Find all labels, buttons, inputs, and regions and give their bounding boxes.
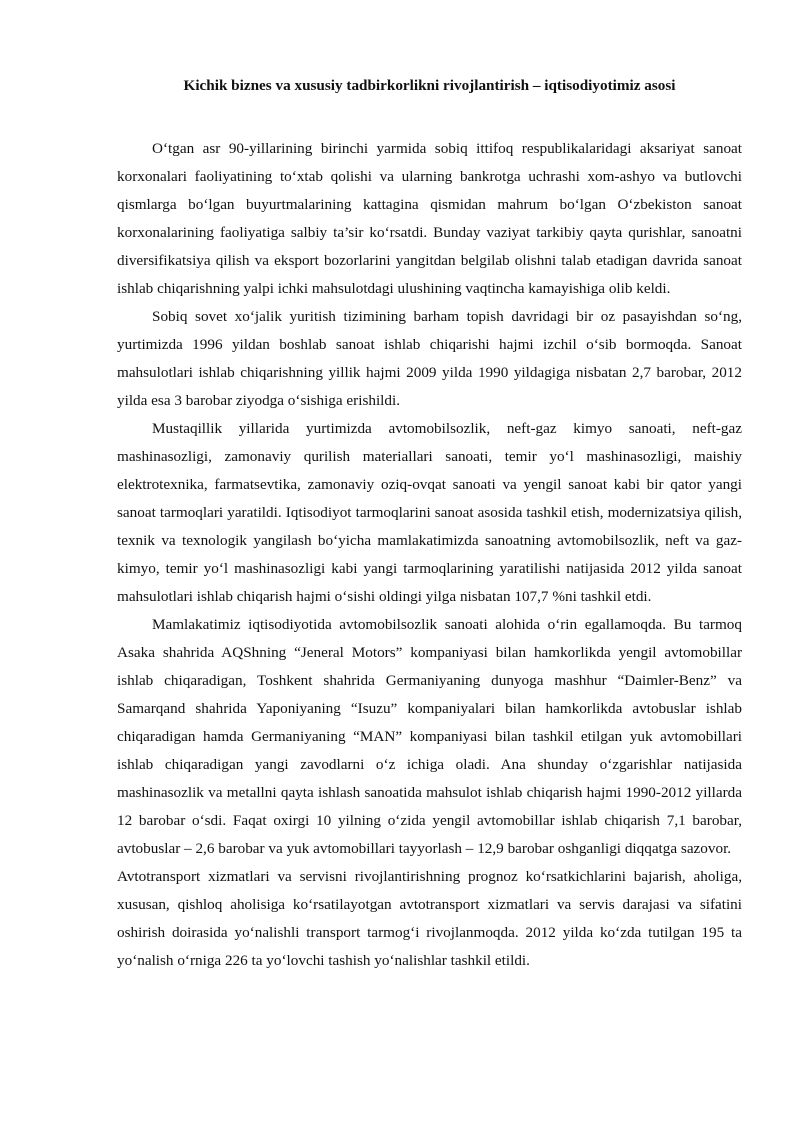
paragraph-3: Mustaqillik yillarida yurtimizda avtomobilsozlik, neft-gaz kimyo sanoati, neft-gaz mashinasozligi, zamonaviy qurilish materiallari sanoati, temir yo‘l mashinasozligi, maishiy elektrotexnika, farmatsevtika, zamonaviy oziq-ovqat sanoati va yengil sanoat kabi bir qator yangi sanoat tarmoqlari yaratildi. Iqtisodiyot tarmoqlarini sanoat asosida tashkil etish, modernizatsiya qilish, texnik va texnologik yangilash bo‘yicha mamlakatimizda sanoatning avtomobilsozlik, neft va gaz-kimyo, temir yo‘l mashinasozligi kabi yangi tarmoqlarining yaratilishi natijasida 2012 yilda sanoat mahsulotlari ishlab chiqarish hajmi o‘sishi oldingi yilga nisbatan 107,7 %ni tashkil etdi.	[117, 420, 742, 605]
paragraph-1: O‘tgan asr 90-yillarining birinchi yarmida sobiq ittifoq respublikalaridagi aksariyat sanoat korxonalari faoliyatining to‘xtab qolishi va ularning bankrotga uchrashi xom-ashyo va butlovchi qismlarga bo‘lgan buyurtmalarining kattagina qismidan mahrum bo‘lgan O‘zbekiston sanoat korxonalarining faoliyatiga salbiy ta’sir ko‘rsatdi. Bunday vaziyat tarkibiy qayta qurishlar, sanoatni diversifikatsiya qilish va eksport bozorlarini yangitdan belgilab olishni talab etadigan davrida sanoat ishlab chiqarishning yalpi ichki mahsulotdagi ulushining vaqtincha kamayishiga olib keldi.	[117, 140, 742, 297]
paragraph-5: Avtotransport xizmatlari va servisni rivojlantirishning prognoz ko‘rsatkichlarini bajarish, aholiga, xususan, qishloq aholisiga ko‘rsatilayotgan avtotransport xizmatlari va servis darajasi va sifatini oshirish doirasida yo‘nalishli transport tarmog‘i rivojlanmoqda. 2012 yilda ko‘zda tutilgan 195 ta yo‘nalish o‘rniga 226 ta yo‘lovchi tashish yo‘nalishlar tashkil etildi.	[117, 868, 742, 969]
document-title: Kichik biznes va xususiy tadbirkorlikni rivojlantirish – iqtisodiyotimiz asosi	[183, 77, 676, 94]
paragraph-2: Sobiq sovet xo‘jalik yuritish tizimining barham topish davridagi bir oz pasayishdan so‘ng, yurtimizda 1996 yildan boshlab sanoat ishlab chiqarishi hajmi izchil o‘sib bormoqda. Sanoat mahsulotlari ishlab chiqarishning yillik hajmi 2009 yilda 1990 yildagiga nisbatan 2,7 barobar, 2012 yilda esa 3 barobar ziyodga o‘sishiga erishildi.	[117, 308, 742, 409]
paragraph-4: Mamlakatimiz iqtisodiyotida avtomobilsozlik sanoati alohida o‘rin egallamoqda. Bu tarmoq Asaka shahrida AQShning “Jeneral Motors” kompaniyasi bilan hamkorlikda yengil avtomobillar ishlab chiqaradigan, Toshkent shahrida Germaniyaning dunyoga mashhur “Daimler-Benz” va Samarqand shahrida Yaponiyaning “Isuzu” kompaniyalari bilan hamkorlikda avtobuslar ishlab chiqaradigan hamda Germaniyaning “MAN” kompaniyasi bilan tashkil etilgan yuk avtomobillari ishlab chiqaradigan yangi zavodlarni o‘z ichiga oladi. Ana shunday o‘zgarishlar natijasida mashinasozlik va metallni qayta ishlash sanoatida mahsulot ishlab chiqarish hajmi 1990-2012 yillarda 12 barobar o‘sdi. Faqat oxirgi 10 yilning o‘zida yengil avtomobillar ishlab chiqarish 7,1 barobar, avtobuslar – 2,6 barobar va yuk avtomobillari tayyorlash – 12,9 barobar oshganligi diqqatga sazovor.	[117, 616, 742, 857]
